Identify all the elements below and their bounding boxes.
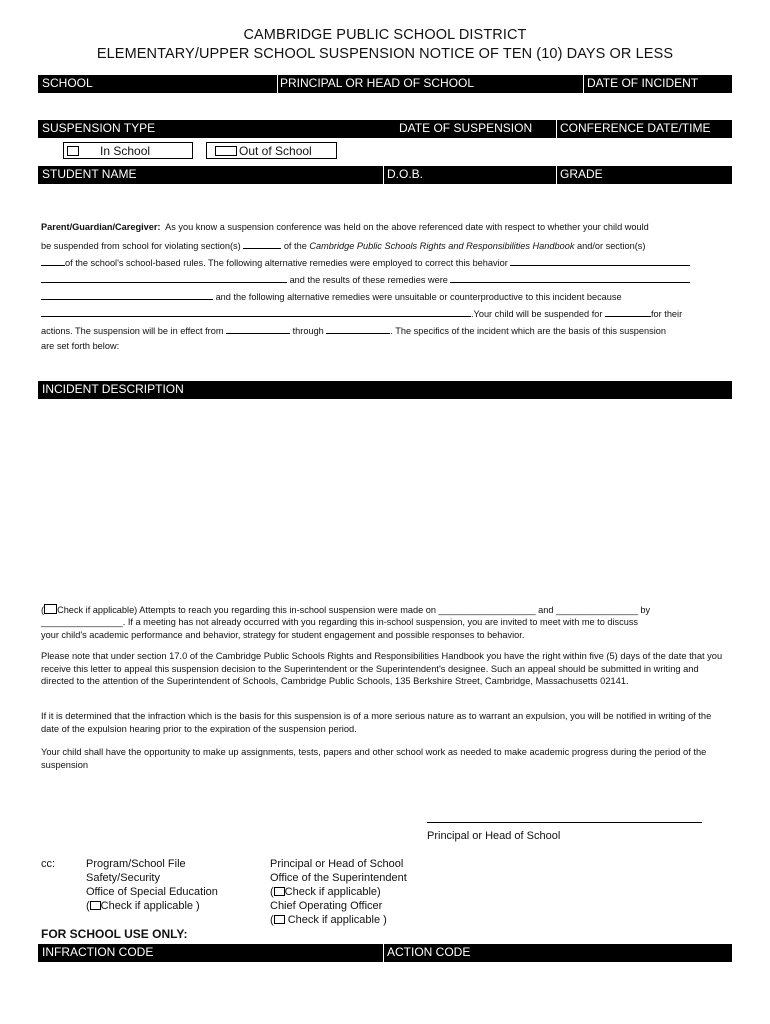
unsuitable-blank[interactable] xyxy=(41,290,213,300)
letter-text: and the following alternative remedies were unsuitable or counterproductive to this incident because xyxy=(215,292,622,302)
signature-label: Principal or Head of School xyxy=(427,830,561,842)
incident-description-label: INCIDENT DESCRIPTION xyxy=(42,382,184,396)
cc-right-list xyxy=(270,857,407,927)
cc-item: Safety/Security xyxy=(86,872,160,884)
letter-text: be suspended from school for violating section(s) xyxy=(41,241,241,251)
letter-line-7 xyxy=(41,324,666,336)
school-use-bar xyxy=(38,944,732,962)
student-name-label: STUDENT NAME xyxy=(42,167,137,181)
appeal-paragraph: Please note that under section 17.0 of the Cambridge Public Schools Rights and Responsibilities Handbook you have the right within five (5) days of the date that you receive this letter to appeal this suspension decision to the Superintendent or the Superintendent's designee. Such an appeal should be submitted in writing and directed to the attention of the Superintendent of Schools, Cambridge Public Schools, 135 Berkshire Street, Cambridge, Massachusetts 02141. xyxy=(41,651,723,687)
school-use-heading: FOR SCHOOL USE ONLY: xyxy=(41,927,188,941)
bar-divider xyxy=(556,120,557,138)
in-school-label: In School xyxy=(100,144,151,158)
in-school-option[interactable] xyxy=(63,142,193,159)
makeup-paragraph: Your child shall have the opportunity to make up assignments, tests, papers and other school work as needed to make academic progress during the period of the suspension xyxy=(41,747,707,770)
letter-line-4 xyxy=(41,273,690,285)
attempt-checkbox[interactable] xyxy=(44,604,57,614)
cc-item: Program/School File xyxy=(86,858,186,870)
header-bar-suspension xyxy=(38,120,732,138)
attempt-line-2: ________________. If a meeting has not already occurred with you regarding this in-school suspension, you are invited to meet with me to discuss xyxy=(41,617,639,627)
cc-item: Principal or Head of School xyxy=(270,858,404,870)
attempt-text: Check if applicable) Attempts to reach you regarding this in-school suspension were made on ___________________ and ________________ by xyxy=(57,605,651,615)
letter-line-2 xyxy=(41,239,645,251)
form-title: CAMBRIDGE PUBLIC SCHOOL DISTRICT xyxy=(243,27,527,43)
remedies-blank[interactable] xyxy=(41,273,287,283)
bar-divider xyxy=(383,166,384,184)
letter-text: through xyxy=(292,326,324,336)
section-blank[interactable] xyxy=(41,256,65,266)
bar-divider xyxy=(583,75,584,93)
letter-line-5 xyxy=(41,290,622,302)
letter-text: .Your child will be suspended for xyxy=(471,309,603,319)
section-blank[interactable] xyxy=(243,239,281,249)
grade-label: GRADE xyxy=(560,167,603,181)
letter-text: for their xyxy=(651,309,683,319)
cc-item: ( Check if applicable) xyxy=(270,886,381,898)
cc-item: Chief Operating Officer xyxy=(270,900,383,912)
salutation: Parent/Guardian/Caregiver: xyxy=(41,222,161,232)
letter-text: and/or section(s) xyxy=(577,241,646,251)
special-ed-checkbox[interactable] xyxy=(90,901,101,910)
letter-text: of the xyxy=(283,241,307,251)
cc-item-text: Check if applicable) xyxy=(284,886,381,898)
expulsion-paragraph: If it is determined that the infraction which is the basis for this suspension is of a more serious nature as to warrant an expulsion, you will be notified in writing of the date of the expulsion hearing prior to the expiration of the suspension period. xyxy=(41,711,712,734)
coo-checkbox[interactable] xyxy=(274,915,285,924)
cc-label: cc: xyxy=(41,858,56,870)
letter-text: As you know a suspension conference was held on the above referenced date with respect to whether your child would xyxy=(165,222,649,232)
attempt-line-3: your child's academic performance and behavior, strategy for student engagement and possible responses to behavior. xyxy=(41,630,525,640)
letter-line-8: are set forth below: xyxy=(41,341,120,351)
letter-line-3 xyxy=(41,256,690,268)
letter-line-6 xyxy=(41,307,682,319)
cc-left-list xyxy=(86,857,218,913)
cc-item-text: Check if applicable ) xyxy=(100,900,200,912)
infraction-code-label: INFRACTION CODE xyxy=(42,945,154,959)
superintendent-checkbox[interactable] xyxy=(274,887,285,896)
principal-label: PRINCIPAL OR HEAD OF SCHOOL xyxy=(280,76,475,90)
dob-label: D.O.B. xyxy=(387,167,424,181)
handbook-title: Cambridge Public Schools Rights and Responsibilities Handbook xyxy=(309,241,575,251)
attempt-line-1: ( Check if applicable) Attempts to reach you regarding this in-school suspension were made on ___________________ and ________________ by xyxy=(41,605,651,615)
suspension-type-label: SUSPENSION TYPE xyxy=(42,121,156,135)
from-date-blank[interactable] xyxy=(226,324,290,334)
out-of-school-option[interactable] xyxy=(206,142,337,159)
out-of-school-checkbox[interactable] xyxy=(215,146,237,156)
cc-item: ( Check if applicable ) xyxy=(86,900,200,912)
bar-divider xyxy=(277,75,278,93)
date-of-incident-label: DATE OF INCIDENT xyxy=(587,76,699,90)
school-label: SCHOOL xyxy=(42,76,93,90)
results-blank[interactable] xyxy=(450,273,690,283)
cc-item: Office of Special Education xyxy=(86,886,218,898)
in-school-checkbox[interactable] xyxy=(67,146,79,156)
out-of-school-label: Out of School xyxy=(239,144,312,158)
letter-text: . The specifics of the incident which are the basis of this suspension xyxy=(390,326,666,336)
signature-line[interactable] xyxy=(427,822,702,823)
letter-text: and the results of these remedies were xyxy=(289,275,448,285)
cc-item: ( Check if applicable ) xyxy=(270,914,387,926)
header-bar-student xyxy=(38,166,732,184)
action-code-label: ACTION CODE xyxy=(387,945,471,959)
days-blank[interactable] xyxy=(605,307,651,317)
conference-label: CONFERENCE DATE/TIME xyxy=(560,121,711,135)
letter-text: actions. The suspension will be in effect from xyxy=(41,326,224,336)
incident-description-bar xyxy=(38,381,732,399)
through-date-blank[interactable] xyxy=(326,324,390,334)
bar-divider xyxy=(383,944,384,962)
date-of-suspension-label: DATE OF SUSPENSION xyxy=(399,121,533,135)
because-blank[interactable] xyxy=(41,307,471,317)
remedies-blank[interactable] xyxy=(510,256,690,266)
letter-line-1 xyxy=(41,222,649,232)
cc-item: Office of the Superintendent xyxy=(270,872,407,884)
header-bar-school xyxy=(38,75,732,93)
cc-item-text: Check if applicable ) xyxy=(284,914,387,926)
letter-text: of the school's school-based rules. The following alternative remedies were employed to correct this behavior xyxy=(65,258,508,268)
form-subtitle: ELEMENTARY/UPPER SCHOOL SUSPENSION NOTICE OF TEN (10) DAYS OR LESS xyxy=(96,46,674,62)
bar-divider xyxy=(556,166,557,184)
